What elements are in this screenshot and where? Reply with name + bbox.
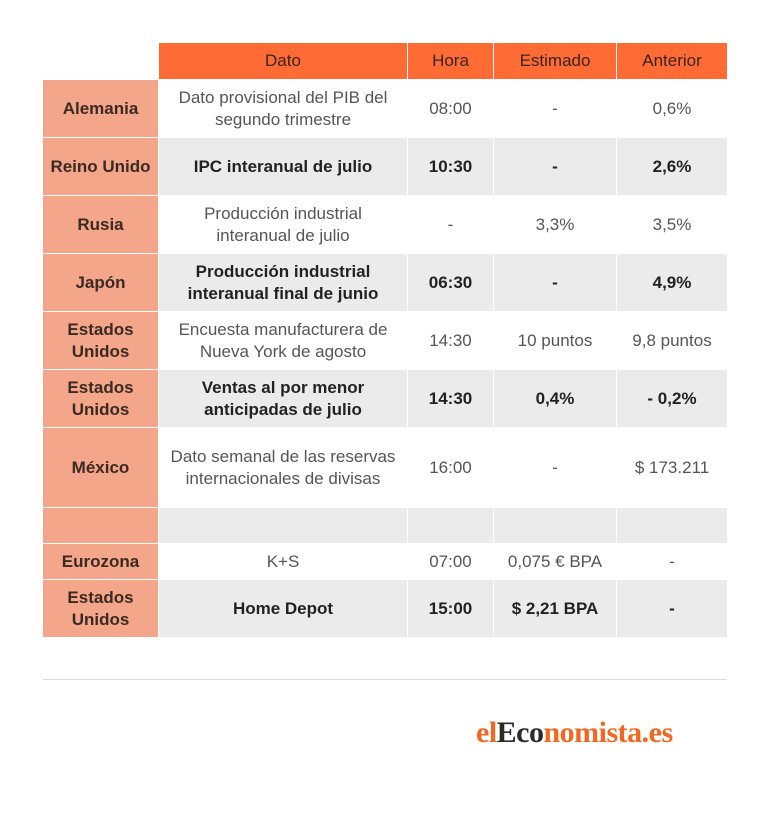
table-row	[43, 253, 727, 311]
anterior-cell: 0,6%	[616, 79, 727, 137]
dato-cell: Dato provisional del PIB del segundo trimestre	[158, 79, 407, 137]
anterior-cell: 9,8 puntos	[616, 311, 727, 369]
table-row	[43, 137, 727, 195]
estimado-cell: -	[493, 137, 616, 195]
anterior-cell: 2,6%	[616, 137, 727, 195]
estimado-cell	[493, 507, 616, 543]
anterior-cell: -	[616, 579, 727, 637]
country-cell: Eurozona	[43, 543, 158, 579]
country-cell: Estados Unidos	[43, 579, 158, 637]
logo-prefix: el	[476, 716, 497, 749]
country-cell: Rusia	[43, 195, 158, 253]
table-row	[43, 311, 727, 369]
country-cell: Estados Unidos	[43, 311, 158, 369]
dato-cell: Producción industrial interanual final de junio	[158, 253, 407, 311]
header-row	[43, 43, 727, 79]
anterior-cell	[616, 507, 727, 543]
dato-cell: Home Depot	[158, 579, 407, 637]
estimado-cell: 0,075 € BPA	[493, 543, 616, 579]
anterior-cell: $ 173.211	[616, 427, 727, 507]
dato-cell: IPC interanual de julio	[158, 137, 407, 195]
dato-cell: Encuesta manufacturera de Nueva York de agosto	[158, 311, 407, 369]
hora-cell: 15:00	[407, 579, 493, 637]
header-corner	[43, 43, 158, 79]
hora-cell: 14:30	[407, 369, 493, 427]
estimado-cell: -	[493, 253, 616, 311]
header-estimado: Estimado	[493, 43, 616, 79]
hora-cell: 06:30	[407, 253, 493, 311]
anterior-cell: 3,5%	[616, 195, 727, 253]
estimado-cell: 10 puntos	[493, 311, 616, 369]
country-cell: Alemania	[43, 79, 158, 137]
table-row	[43, 369, 727, 427]
table-row	[43, 543, 727, 579]
logo-suffix: nomista.es	[543, 716, 673, 749]
anterior-cell: - 0,2%	[616, 369, 727, 427]
hora-cell: 07:00	[407, 543, 493, 579]
country-cell: Reino Unido	[43, 137, 158, 195]
country-cell: Japón	[43, 253, 158, 311]
table-body	[43, 79, 727, 637]
estimado-cell: 0,4%	[493, 369, 616, 427]
table-row	[43, 427, 727, 507]
dato-cell	[158, 507, 407, 543]
hora-cell: 08:00	[407, 79, 493, 137]
dato-cell: Ventas al por menor anticipadas de julio	[158, 369, 407, 427]
table-row	[43, 79, 727, 137]
estimado-cell: 3,3%	[493, 195, 616, 253]
hora-cell: 14:30	[407, 311, 493, 369]
hora-cell: -	[407, 195, 493, 253]
hora-cell: 10:30	[407, 137, 493, 195]
anterior-cell: 4,9%	[616, 253, 727, 311]
anterior-cell: -	[616, 543, 727, 579]
table-header	[43, 43, 727, 79]
eleconomista-logo	[476, 715, 673, 751]
estimado-cell: $ 2,21 BPA	[493, 579, 616, 637]
country-cell: México	[43, 427, 158, 507]
country-cell	[43, 507, 158, 543]
header-dato: Dato	[158, 43, 407, 79]
dato-cell: K+S	[158, 543, 407, 579]
separator-row	[43, 507, 727, 543]
dato-cell: Producción industrial interanual de julio	[158, 195, 407, 253]
estimado-cell: -	[493, 79, 616, 137]
footer-divider	[43, 679, 727, 680]
header-anterior: Anterior	[616, 43, 727, 79]
header-hora: Hora	[407, 43, 493, 79]
economic-calendar-table	[43, 43, 727, 637]
table-row	[43, 579, 727, 637]
estimado-cell: -	[493, 427, 616, 507]
logo-middle: Eco	[496, 716, 544, 749]
hora-cell: 16:00	[407, 427, 493, 507]
country-cell: Estados Unidos	[43, 369, 158, 427]
table-row	[43, 195, 727, 253]
hora-cell	[407, 507, 493, 543]
dato-cell: Dato semanal de las reservas internacionales de divisas	[158, 427, 407, 507]
